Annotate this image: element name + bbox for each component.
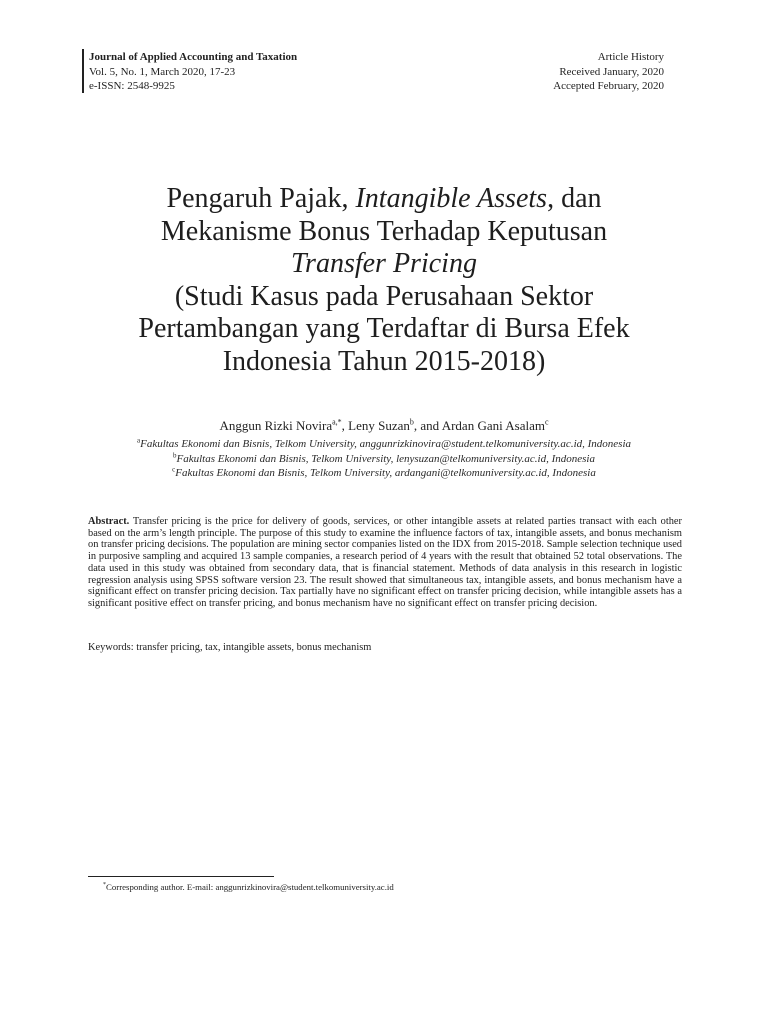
author-superscript: b	[409, 417, 414, 427]
affiliation-a	[60, 437, 708, 452]
author-superscript: c	[544, 417, 549, 427]
title-line-1-pre: Pengaruh Pajak,	[166, 183, 356, 214]
footnote	[103, 882, 394, 893]
accepted-date: Accepted February, 2020	[553, 80, 664, 92]
article-history	[553, 50, 664, 94]
title-line-1	[60, 183, 708, 216]
abstract-text: Transfer pricing is the price for delivery of goods, services, or other intangible assets at related parties transact with each other based on the arm’s length principle. The purpose of this study to examine the influence factors of tax, intangible assets, and bonus mechanism on transfer pricing decisions. The population are mining sector companies listed on the IDX from 2015-2018. Sample selection technique used in purposive sampling and acquired 13 sample companies, a research period of 4 years with the result that obtained 52 total observations. The data used in this study was obtained from secondary data, that is financial statement. Methods of data analysis in this research in logistic regression analysis using SPSS software version 23. The result showed that simultaneous tax, intangible assets, and bonus mechanism have a significant effect on transfer pricing decision. Tax partially have no significant effect on transfer pricing decision, while intangible assets has a significant positive effect on transfer pricing, and bonus mechanism have no significant effect on transfer pricing decision.	[88, 516, 682, 609]
history-label: Article History	[597, 51, 664, 63]
title-line-5: Pertambangan yang Terdaftar di Bursa Efek	[138, 313, 630, 344]
affiliation-c	[60, 466, 708, 481]
abstract	[88, 516, 682, 610]
affiliation-text: Fakultas Ekonomi dan Bisnis, Telkom University, lenysuzan@telkomuniversity.ac.id, Indonesia	[176, 452, 595, 465]
footnote-rule	[88, 876, 274, 877]
author-name: Ardan Gani Asalam	[441, 418, 545, 433]
journal-info	[89, 50, 297, 94]
author-name: Anggun Rizki Novira	[219, 418, 333, 433]
affiliation-b	[60, 452, 708, 467]
affiliation-superscript: a	[136, 436, 141, 445]
header-vertical-rule	[82, 49, 84, 93]
affiliation-list	[60, 437, 708, 481]
title-line-1-italic: Intangible Assets	[355, 183, 548, 214]
author-separator: ,	[341, 418, 349, 433]
author-list	[100, 418, 668, 434]
author-superscript: a,*	[332, 417, 342, 427]
title-line-4: (Studi Kasus pada Perusahaan Sektor	[174, 280, 594, 312]
affiliation-superscript: c	[172, 465, 176, 474]
affiliation-text: Fakultas Ekonomi dan Bisnis, Telkom University, ardangani@telkomuniversity.ac.id, Indonesia	[175, 467, 596, 479]
title-line-3	[60, 248, 708, 281]
journal-name: Journal of Applied Accounting and Taxation	[89, 51, 298, 63]
journal-volume: Vol. 5, No. 1, March 2020, 17-23	[89, 65, 236, 78]
abstract-label: Abstract.	[88, 516, 130, 527]
keywords: Keywords: transfer pricing, tax, intangible assets, bonus mechanism	[88, 642, 372, 653]
author-separator: , and	[413, 418, 442, 433]
title-line-2: Mekanisme Bonus Terhadap Keputusan	[160, 215, 608, 247]
affiliation-superscript: b	[173, 450, 177, 459]
title-line-6: Indonesia Tahun 2015-2018)	[222, 345, 546, 377]
received-date: Received January, 2020	[559, 65, 664, 78]
title-line-1-post: , dan	[547, 183, 602, 214]
title-line-3-italic: Transfer Pricing	[291, 248, 477, 279]
journal-header	[82, 49, 666, 93]
paper-title	[60, 183, 708, 378]
author-name: Leny Suzan	[348, 418, 410, 433]
footnote-text: Corresponding author. E-mail: anggunrizkinovira@student.telkomuniversity.ac.id	[106, 882, 394, 892]
affiliation-text: Fakultas Ekonomi dan Bisnis, Telkom University, anggunrizkinovira@student.telkomuniversity.ac.id, Indonesia	[140, 438, 632, 450]
journal-issn: e-ISSN: 2548-9925	[89, 80, 175, 92]
footnote-superscript: *	[103, 882, 106, 889]
